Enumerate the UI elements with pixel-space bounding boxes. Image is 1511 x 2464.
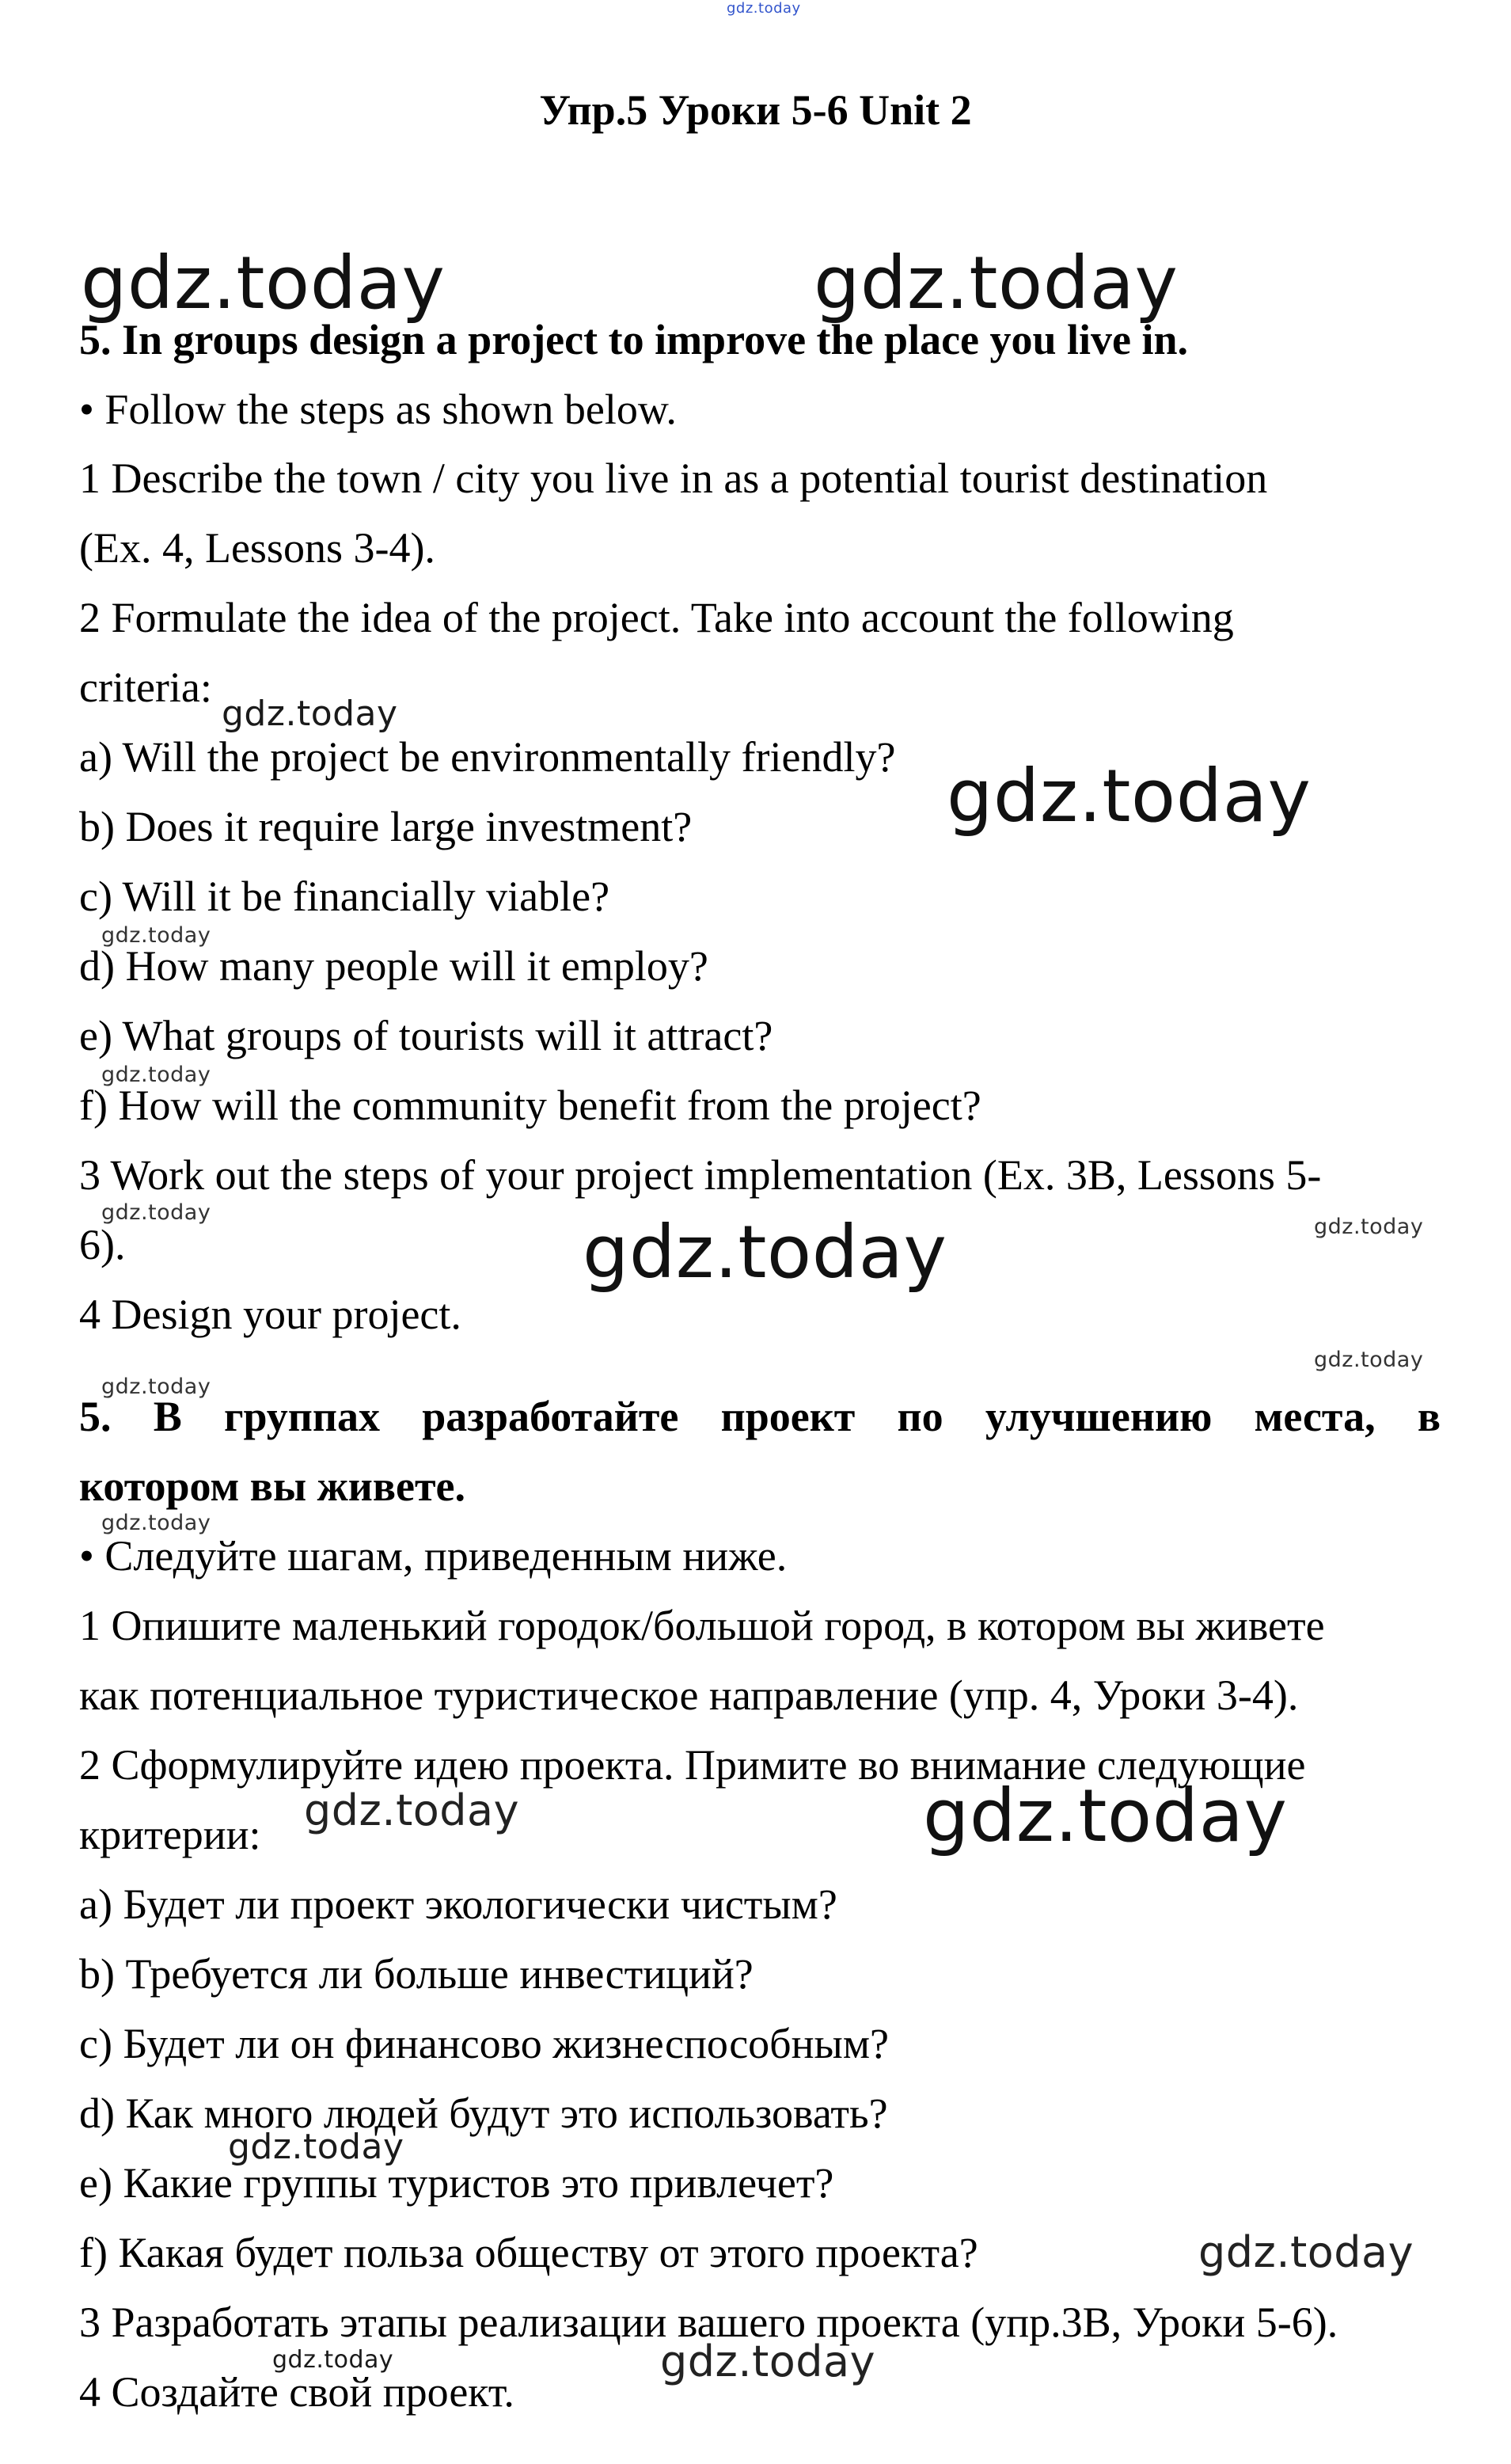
english-line: 4 Design your project. <box>79 1291 461 1338</box>
watermark: gdz.today <box>923 1774 1288 1858</box>
russian-line: c) Будет ли он финансово жизнеспособным? <box>79 2020 889 2067</box>
english-line: e) What groups of tourists will it attract? <box>79 1012 773 1059</box>
page-title: Упр.5 Уроки 5-6 Unit 2 <box>539 86 972 134</box>
watermark: gdz.today <box>947 754 1312 838</box>
watermark: gdz.today <box>272 2346 394 2374</box>
english-line: 2 Formulate the idea of the project. Take into account the following <box>79 594 1234 641</box>
russian-line: a) Будет ли проект экологически чистым? <box>79 1880 837 1928</box>
english-line: 3 Work out the steps of your project implementation (Ex. 3B, Lessons 5- <box>79 1151 1322 1199</box>
russian-heading-line-2: котором вы живете. <box>79 1462 466 1510</box>
russian-line: b) Требуется ли больше инвестиций? <box>79 1950 754 1998</box>
russian-line: 3 Разработать этапы реализации вашего проекта (упр.3В, Уроки 5-6). <box>79 2299 1338 2346</box>
russian-line: f) Какая будет польза обществу от этого проекта? <box>79 2229 978 2276</box>
watermark: gdz.today <box>101 1063 211 1087</box>
english-line: f) How will the community benefit from the project? <box>79 1082 981 1129</box>
english-line: 1 Describe the town / city you live in as a potential tourist destination <box>79 454 1268 502</box>
english-heading: 5. In groups design a project to improve the place you live in. <box>79 316 1189 363</box>
watermark: gdz.today <box>304 1785 520 1835</box>
english-line: d) How many people will it employ? <box>79 942 708 990</box>
russian-line: 2 Сформулируйте идею проекта. Примите во внимание следующие <box>79 1741 1306 1789</box>
watermark: gdz.today <box>101 1375 211 1399</box>
russian-line: критерии: <box>79 1811 261 1858</box>
russian-line: e) Какие группы туристов это привлечет? <box>79 2159 834 2207</box>
english-line: b) Does it require large investment? <box>79 803 693 850</box>
watermark: gdz.today <box>814 241 1179 325</box>
watermark: gdz.today <box>1198 2227 1414 2277</box>
english-line: • Follow the steps as shown below. <box>79 386 677 433</box>
watermark-top: gdz.today <box>727 0 801 17</box>
watermark: gdz.today <box>101 1200 211 1225</box>
english-line: c) Will it be financially viable? <box>79 873 610 920</box>
russian-heading-line-1: 5. В группах разработайте проект по улучшению места, в <box>79 1393 1441 1440</box>
watermark: gdz.today <box>1314 1215 1424 1239</box>
watermark: gdz.today <box>228 2127 404 2167</box>
russian-line: • Следуйте шагам, приведенным ниже. <box>79 1532 788 1580</box>
watermark: gdz.today <box>81 241 446 325</box>
watermark: gdz.today <box>583 1210 947 1295</box>
russian-line: 4 Создайте свой проект. <box>79 2368 514 2416</box>
watermark: gdz.today <box>222 694 398 734</box>
watermark: gdz.today <box>1314 1348 1424 1372</box>
watermark: gdz.today <box>101 923 211 948</box>
watermark: gdz.today <box>101 1511 211 1535</box>
russian-line: d) Как много людей будут это использовать? <box>79 2089 888 2137</box>
russian-line: как потенциальное туристическое направление (упр. 4, Уроки 3-4). <box>79 1671 1299 1719</box>
english-line: a) Will the project be environmentally friendly? <box>79 733 896 781</box>
russian-line: 1 Опишите маленький городок/большой город, в котором вы живете <box>79 1602 1325 1649</box>
english-line: (Ex. 4, Lessons 3-4). <box>79 524 435 572</box>
watermark: gdz.today <box>660 2337 876 2386</box>
english-line: 6). <box>79 1221 126 1268</box>
english-line: criteria: <box>79 664 212 711</box>
